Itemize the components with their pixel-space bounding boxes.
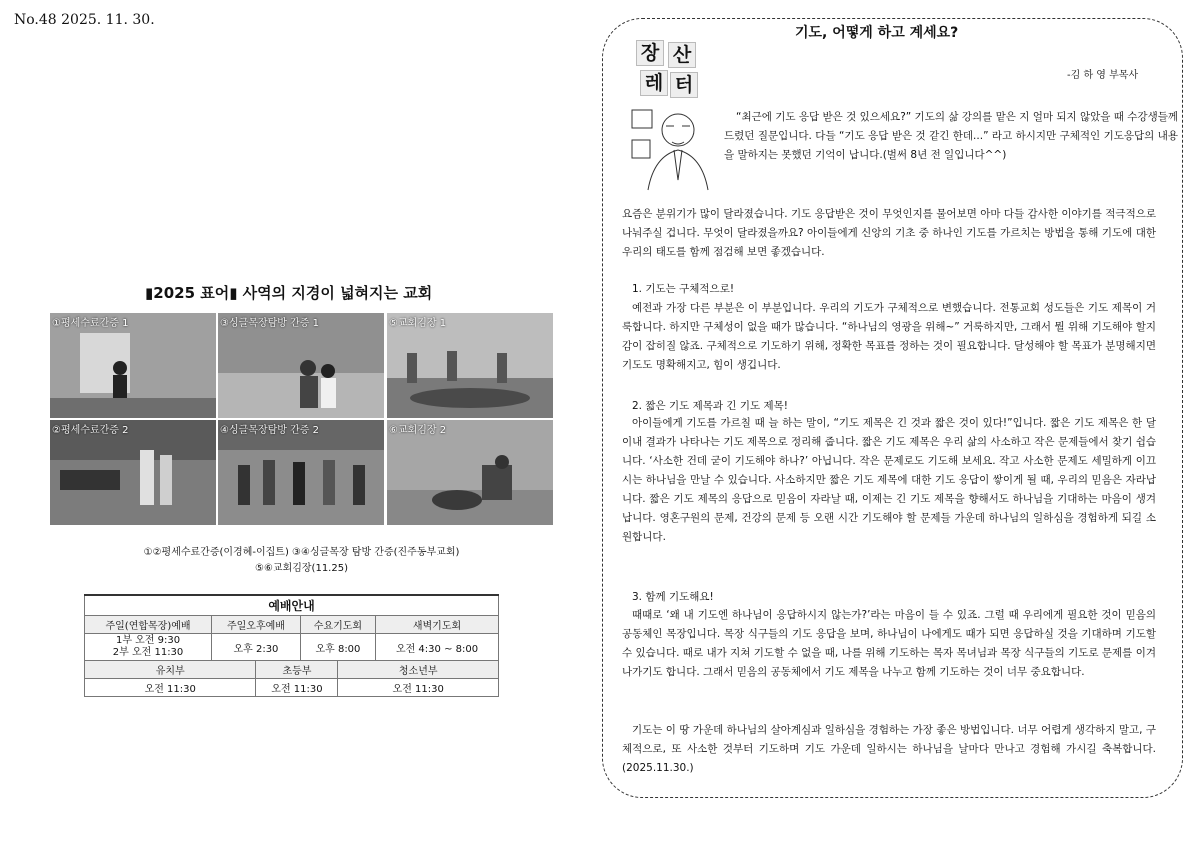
section-body-1: 예전과 가장 다른 부분은 이 부분입니다. 우리의 기도가 구체적으로 변했습니다. 전통교회 성도들은 기도 제목이 거룩합니다. 하지만 구체성이 없을 때가 많습니다. “하나님의 영광을 위해~” 거룩하지만, 그래서 뭘 위해 기도해야 할지 감이 잡히질 않죠. 구체적으로 기도하기 위해, 정확한 목표를 정하는 것이 필요합니다. 달성해야 할 목표가 분명해지면 기도도 명확해지고, 힘이 생깁니다. xyxy=(622,302,1156,371)
letter-author: -김 하 영 부목사 xyxy=(1067,70,1139,81)
photo-grid xyxy=(50,313,553,527)
schedule-title: 예배안내 xyxy=(85,595,499,616)
letter-title: 기도, 어떻게 하고 계세요? xyxy=(795,25,959,41)
caption-line: ①②평세수료간증(이경혜-이집트) ③④싱글목장 탐방 간증(진주동부교회) xyxy=(143,547,460,558)
photo-label: ⑥교회김장 2 xyxy=(389,425,447,436)
pastor-portrait-sketch xyxy=(628,100,716,192)
dept-time: 오전 11:30 xyxy=(338,679,499,697)
schedule-header: 주일(연합목장)예배 xyxy=(85,616,212,634)
photo-1 xyxy=(50,313,216,418)
caption-line: ⑤⑥교회김장(11.25) xyxy=(254,563,348,574)
photo-2 xyxy=(50,420,216,525)
photo-captions xyxy=(50,545,553,577)
schedule-header: 수요기도회 xyxy=(300,616,375,634)
photo-6 xyxy=(387,420,553,525)
section-body-3: 때때로 ‘왜 내 기도엔 하나님이 응답하시지 않는가?’라는 마음이 들 수 있죠. 그럴 때 우리에게 필요한 것이 믿음의 공동체인 목장입니다. 목장 식구들의 기도 응답을 보며, 하나님이 나에게도 때가 되면 응답하실 것을 기대하며 기도할 수 있습니다. 때로 내가 지쳐 기도할 수 없을 때, 나를 위해 기도하는 목자 목녀님과 목장 식구들의 기도로 문제를 이겨나가기도 합니다. 그래서 믿음의 공동체에서 기도 제목을 나누고 함께 기도하는 것이 너무 중요합니다. xyxy=(622,609,1156,678)
schedule-time: 오후 2:30 xyxy=(212,634,301,661)
schedule-time: 1부 오전 9:30 2부 오전 11:30 xyxy=(85,634,212,661)
dept-header: 유치부 xyxy=(85,661,256,679)
photo-3 xyxy=(218,313,384,418)
schedule-header: 새벽기도회 xyxy=(376,616,499,634)
dept-time: 오전 11:30 xyxy=(256,679,338,697)
photo-label: ①평세수료간증 1 xyxy=(52,318,129,329)
worship-schedule-table xyxy=(84,594,499,697)
jangsan-letter-logo xyxy=(636,40,700,98)
issue-number: No.48 2025. 11. 30. xyxy=(14,12,155,28)
intro-paragraph: “최근에 기도 응답 받은 것 있으세요?” 기도의 삶 강의를 맡은 지 얼마 되지 않았을 때 수강생들께 드렸던 질문입니다. 다들 “기도 응답 받은 것 같긴 한데...” 라고 하시지만 구체적인 기도응답의 내용을 말하지는 못했던 기억이 납니다.(벌써 8년 전 일입니다^^) xyxy=(724,111,1178,161)
photo-label: ②평세수료간증 2 xyxy=(52,425,129,436)
logo-char: 장 xyxy=(636,40,664,66)
photo-label: ③싱글목장탐방 간증 1 xyxy=(220,318,319,329)
section-heading-2: 2. 짧은 기도 제목과 긴 기도 제목! xyxy=(632,400,788,412)
section-heading-1: 1. 기도는 구체적으로! xyxy=(632,283,735,295)
dept-header: 청소년부 xyxy=(338,661,499,679)
section-heading-3: 3. 함께 기도해요! xyxy=(632,591,714,603)
schedule-time: 오후 8:00 xyxy=(300,634,375,661)
closing-paragraph: 기도는 이 땅 가운데 하나님의 살아계심과 일하심을 경험하는 가장 좋은 방법입니다. 너무 어렵게 생각하지 말고, 구체적으로, 또 사소한 것부터 기도하며 기도 가운데 일하시는 하나님을 날마다 만나고 경험해 가시길 축복합니다.(2025.11.30.) xyxy=(622,724,1156,774)
photo-4 xyxy=(218,420,384,525)
logo-char: 산 xyxy=(668,42,696,68)
photo-5 xyxy=(387,313,553,418)
schedule-header: 주일오후예배 xyxy=(212,616,301,634)
dept-time: 오전 11:30 xyxy=(85,679,256,697)
logo-char: 레 xyxy=(640,70,668,96)
photo-label: ⑤교회김장 1 xyxy=(389,318,447,329)
dept-header: 초등부 xyxy=(256,661,338,679)
section-body-2: 아이들에게 기도를 가르칠 때 늘 하는 말이, “기도 제목은 긴 것과 짧은 것이 있다!”입니다. 짧은 기도 제목은 한 달 이내 결과가 나타나는 기도 제목으로 정리해 줍니다. 짧은 기도 제목은 우리 삶의 사소하고 작은 문제들에서 찾기 쉽습니다. ‘사소한 건데 굳이 기도해야 하나?’ 아닙니다. 작은 문제로도 기도해 보세요. 작고 사소한 문제도 세밀하게 이끄시는 하나님을 만날 수 있습니다. 사소하지만 짧은 기도 제목에 대한 기도 응답이 쌓이게 될 때, 우리의 믿음은 자라납니다. 짧은 기도 제목의 응답으로 믿음이 자라날 때, 이제는 긴 기도 제목을 향해서도 하나님을 기대하는 마음이 생겨납니다. 영혼구원의 문제, 건강의 문제 등 오랜 시간 기도해야 할 문제들 가운데 하나님의 일하심을 경험하게 되길 소원합니다. xyxy=(622,417,1156,543)
paragraph-2: 요즘은 분위기가 많이 달라졌습니다. 기도 응답받은 것이 무엇인지를 물어보면 아마 다들 감사한 이야기를 적극적으로 나눠주실 겁니다. 무엇이 달라졌을까요? 아이들에게 신앙의 기초 중 하나인 기도를 가르치는 방법을 통해 기도에 대한 우리의 태도를 함께 점검해 보면 좋겠습니다. xyxy=(622,208,1156,258)
logo-char: 터 xyxy=(670,72,698,98)
motto-title: ▮2025 표어▮ 사역의 지경이 넓혀지는 교회 xyxy=(145,284,433,302)
photo-label: ④싱글목장탐방 간증 2 xyxy=(220,425,319,436)
schedule-time: 오전 4:30 ~ 8:00 xyxy=(376,634,499,661)
